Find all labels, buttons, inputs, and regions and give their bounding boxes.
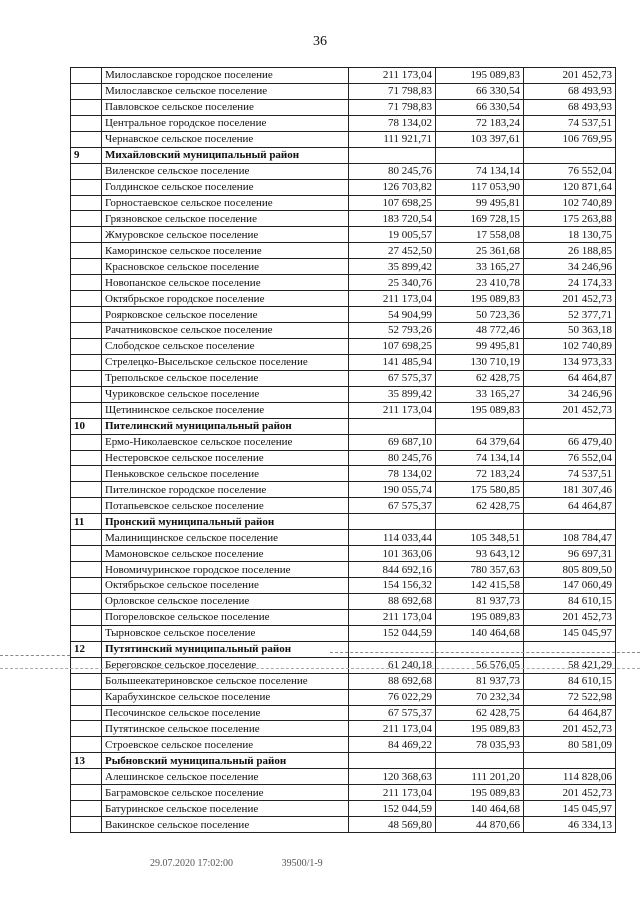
row-number: 12 (71, 641, 102, 657)
settlement-name: Потапьевское сельское поселение (102, 498, 349, 514)
value-col-2: 111 201,20 (436, 769, 524, 785)
value-col-1: 211 173,04 (349, 402, 436, 418)
settlement-name: Милославское городское поселение (102, 68, 349, 84)
budget-table (70, 67, 616, 833)
row-number (71, 673, 102, 689)
row-number (71, 625, 102, 641)
settlement-name: Виленское сельское поселение (102, 163, 349, 179)
scan-artifact-line (0, 655, 70, 656)
value-col-2: 62 428,75 (436, 370, 524, 386)
value-col-3: 145 045,97 (524, 801, 616, 817)
value-col-2: 48 772,46 (436, 323, 524, 339)
value-col-1 (349, 147, 436, 163)
value-col-2: 23 410,78 (436, 275, 524, 291)
row-number (71, 163, 102, 179)
settlement-name: Ермо-Николаевское сельское поселение (102, 434, 349, 450)
value-col-1: 152 044,59 (349, 625, 436, 641)
value-col-3: 26 188,85 (524, 243, 616, 259)
district-row (71, 641, 616, 657)
district-row (71, 514, 616, 530)
table-row (71, 482, 616, 498)
value-col-3: 64 464,87 (524, 370, 616, 386)
value-col-3: 24 174,33 (524, 275, 616, 291)
value-col-1 (349, 641, 436, 657)
footer-doc-id: 39500/1-9 (281, 858, 323, 869)
value-col-3 (524, 753, 616, 769)
value-col-2: 56 576,05 (436, 657, 524, 673)
settlement-name: Пителинский муниципальный район (102, 418, 349, 434)
table-row (71, 354, 616, 370)
value-col-1 (349, 418, 436, 434)
row-number (71, 338, 102, 354)
row-number (71, 562, 102, 578)
value-col-3: 18 130,75 (524, 227, 616, 243)
table-row (71, 593, 616, 609)
value-col-3: 201 452,73 (524, 68, 616, 84)
value-col-1: 76 022,29 (349, 689, 436, 705)
table-row (71, 562, 616, 578)
table-row (71, 131, 616, 147)
row-number (71, 482, 102, 498)
settlement-name: Михайловский муниципальный район (102, 147, 349, 163)
value-col-2: 195 089,83 (436, 609, 524, 625)
value-col-1: 141 485,94 (349, 354, 436, 370)
row-number (71, 721, 102, 737)
table-row (71, 434, 616, 450)
value-col-2: 44 870,66 (436, 817, 524, 833)
page-number: 36 (313, 34, 327, 49)
table-row (71, 705, 616, 721)
value-col-2: 103 397,61 (436, 131, 524, 147)
value-col-1: 107 698,25 (349, 195, 436, 211)
value-col-1: 114 033,44 (349, 530, 436, 546)
value-col-1: 67 575,37 (349, 370, 436, 386)
table-row (71, 673, 616, 689)
settlement-name: Трепольское сельское поселение (102, 370, 349, 386)
row-number (71, 466, 102, 482)
value-col-2: 74 134,14 (436, 163, 524, 179)
value-col-3: 66 479,40 (524, 434, 616, 450)
table-row (71, 275, 616, 291)
row-number (71, 370, 102, 386)
table-row (71, 291, 616, 307)
value-col-2: 74 134,14 (436, 450, 524, 466)
table-row (71, 99, 616, 115)
value-col-3: 181 307,46 (524, 482, 616, 498)
value-col-1: 27 452,50 (349, 243, 436, 259)
value-col-2: 105 348,51 (436, 530, 524, 546)
settlement-name: Горностаевское сельское поселение (102, 195, 349, 211)
value-col-2: 99 495,81 (436, 338, 524, 354)
value-col-1: 78 134,02 (349, 466, 436, 482)
value-col-3: 96 697,31 (524, 546, 616, 562)
value-col-3: 64 464,87 (524, 498, 616, 514)
value-col-3: 805 809,50 (524, 562, 616, 578)
settlement-name: Голдинское сельское поселение (102, 179, 349, 195)
value-col-2: 175 580,85 (436, 482, 524, 498)
value-col-3: 76 552,04 (524, 163, 616, 179)
value-col-3: 175 263,88 (524, 211, 616, 227)
settlement-name: Стрелецко-Высельское сельское поселение (102, 354, 349, 370)
settlement-name: Пеньковское сельское поселение (102, 466, 349, 482)
value-col-3: 68 493,93 (524, 83, 616, 99)
value-col-3: 74 537,51 (524, 466, 616, 482)
settlement-name: Вакинское сельское поселение (102, 817, 349, 833)
value-col-1: 120 368,63 (349, 769, 436, 785)
value-col-1: 190 055,74 (349, 482, 436, 498)
scan-artifact-line (0, 668, 640, 669)
row-number (71, 68, 102, 84)
value-col-3: 147 060,49 (524, 578, 616, 594)
table-row (71, 769, 616, 785)
value-col-3: 58 421,29 (524, 657, 616, 673)
row-number (71, 546, 102, 562)
settlement-name: Береговское сельское поселение (102, 657, 349, 673)
value-col-3: 114 828,06 (524, 769, 616, 785)
settlement-name: Погореловское сельское поселение (102, 609, 349, 625)
settlement-name: Большеекатериновское сельское поселение (102, 673, 349, 689)
table-row (71, 323, 616, 339)
district-row (71, 418, 616, 434)
row-number (71, 307, 102, 323)
value-col-1: 48 569,80 (349, 817, 436, 833)
value-col-2: 72 183,24 (436, 466, 524, 482)
value-col-1: 84 469,22 (349, 737, 436, 753)
settlement-name: Слободское сельское поселение (102, 338, 349, 354)
row-number (71, 195, 102, 211)
value-col-2: 33 165,27 (436, 386, 524, 402)
settlement-name: Щетининское сельское поселение (102, 402, 349, 418)
settlement-name: Баграмовское сельское поселение (102, 785, 349, 801)
value-col-1: 25 340,76 (349, 275, 436, 291)
value-col-3: 72 522,98 (524, 689, 616, 705)
table-row (71, 163, 616, 179)
district-row (71, 753, 616, 769)
value-col-1: 35 899,42 (349, 259, 436, 275)
row-number (71, 83, 102, 99)
value-col-1: 80 245,76 (349, 450, 436, 466)
settlement-name: Рыбновский муниципальный район (102, 753, 349, 769)
value-col-2: 195 089,83 (436, 721, 524, 737)
row-number (71, 354, 102, 370)
row-number (71, 530, 102, 546)
row-number (71, 657, 102, 673)
settlement-name: Рачатниковское сельское поселение (102, 323, 349, 339)
value-col-1: 19 005,57 (349, 227, 436, 243)
row-number: 10 (71, 418, 102, 434)
settlement-name: Грязновское сельское поселение (102, 211, 349, 227)
value-col-1: 183 720,54 (349, 211, 436, 227)
table-row (71, 737, 616, 753)
settlement-name: Красновское сельское поселение (102, 259, 349, 275)
value-col-3: 134 973,33 (524, 354, 616, 370)
value-col-3 (524, 147, 616, 163)
settlement-name: Пронский муниципальный район (102, 514, 349, 530)
value-col-2: 70 232,34 (436, 689, 524, 705)
settlement-name: Октябрьское сельское поселение (102, 578, 349, 594)
row-number (71, 769, 102, 785)
value-col-3: 68 493,93 (524, 99, 616, 115)
value-col-1 (349, 514, 436, 530)
value-col-3: 201 452,73 (524, 291, 616, 307)
settlement-name: Чуриковское сельское поселение (102, 386, 349, 402)
settlement-name: Октябрьское городское поселение (102, 291, 349, 307)
value-col-1: 35 899,42 (349, 386, 436, 402)
table-body (71, 68, 616, 833)
settlement-name: Малинищинское сельское поселение (102, 530, 349, 546)
value-col-1 (349, 753, 436, 769)
row-number (71, 131, 102, 147)
value-col-1: 67 575,37 (349, 498, 436, 514)
value-col-1: 211 173,04 (349, 291, 436, 307)
table-row (71, 689, 616, 705)
settlement-name: Жмуровское сельское поселение (102, 227, 349, 243)
table-row (71, 801, 616, 817)
row-number (71, 434, 102, 450)
row-number (71, 801, 102, 817)
value-col-3: 201 452,73 (524, 721, 616, 737)
value-col-2: 142 415,58 (436, 578, 524, 594)
row-number (71, 243, 102, 259)
value-col-1: 211 173,04 (349, 68, 436, 84)
value-col-2 (436, 514, 524, 530)
value-col-2: 25 361,68 (436, 243, 524, 259)
settlement-name: Чернавское сельское поселение (102, 131, 349, 147)
value-col-3: 34 246,96 (524, 259, 616, 275)
row-number (71, 817, 102, 833)
value-col-3: 34 246,96 (524, 386, 616, 402)
settlement-name: Орловское сельское поселение (102, 593, 349, 609)
table-row (71, 466, 616, 482)
table-row (71, 657, 616, 673)
value-col-2: 140 464,68 (436, 801, 524, 817)
value-col-2: 62 428,75 (436, 705, 524, 721)
table-row (71, 68, 616, 84)
scan-artifact-line (330, 652, 640, 653)
row-number (71, 498, 102, 514)
table-row (71, 546, 616, 562)
settlement-name: Павловское сельское поселение (102, 99, 349, 115)
value-col-2: 64 379,64 (436, 434, 524, 450)
row-number (71, 705, 102, 721)
value-col-1: 71 798,83 (349, 83, 436, 99)
value-col-1: 69 687,10 (349, 434, 436, 450)
value-col-1: 71 798,83 (349, 99, 436, 115)
value-col-2: 81 937,73 (436, 673, 524, 689)
value-col-2: 50 723,36 (436, 307, 524, 323)
table-row (71, 307, 616, 323)
settlement-name: Карабухинское сельское поселение (102, 689, 349, 705)
settlement-name: Новопанское сельское поселение (102, 275, 349, 291)
settlement-name: Батуринское сельское поселение (102, 801, 349, 817)
value-col-3 (524, 418, 616, 434)
value-col-1: 88 692,68 (349, 673, 436, 689)
table-row (71, 498, 616, 514)
value-col-2: 195 089,83 (436, 402, 524, 418)
value-col-2: 195 089,83 (436, 68, 524, 84)
value-col-1: 844 692,16 (349, 562, 436, 578)
value-col-2: 66 330,54 (436, 83, 524, 99)
value-col-2: 99 495,81 (436, 195, 524, 211)
settlement-name: Poярковское сельское поселение (102, 307, 349, 323)
value-col-2: 140 464,68 (436, 625, 524, 641)
value-col-2: 195 089,83 (436, 785, 524, 801)
value-col-1: 152 044,59 (349, 801, 436, 817)
footer-timestamp: 29.07.2020 17:02:00 (150, 858, 234, 869)
value-col-2: 780 357,63 (436, 562, 524, 578)
table-row (71, 338, 616, 354)
table-row (71, 721, 616, 737)
table-row (71, 530, 616, 546)
table-row (71, 785, 616, 801)
value-col-3: 76 552,04 (524, 450, 616, 466)
value-col-1: 52 793,26 (349, 323, 436, 339)
value-col-1: 211 173,04 (349, 609, 436, 625)
value-col-2: 169 728,15 (436, 211, 524, 227)
value-col-1: 54 904,99 (349, 307, 436, 323)
settlement-name: Каморинское сельское поселение (102, 243, 349, 259)
table-row (71, 450, 616, 466)
value-col-3: 50 363,18 (524, 323, 616, 339)
settlement-name: Милославское сельское поселение (102, 83, 349, 99)
row-number (71, 785, 102, 801)
district-row (71, 147, 616, 163)
value-col-3: 108 784,47 (524, 530, 616, 546)
table-row (71, 817, 616, 833)
row-number (71, 259, 102, 275)
settlement-name: Строевское сельское поселение (102, 737, 349, 753)
settlement-name: Мамоновское сельское поселение (102, 546, 349, 562)
value-col-1: 211 173,04 (349, 785, 436, 801)
value-col-2: 117 053,90 (436, 179, 524, 195)
table-row (71, 243, 616, 259)
row-number (71, 99, 102, 115)
value-col-2: 93 643,12 (436, 546, 524, 562)
value-col-2: 81 937,73 (436, 593, 524, 609)
value-col-2 (436, 753, 524, 769)
row-number (71, 211, 102, 227)
value-col-3: 120 871,64 (524, 179, 616, 195)
value-col-3: 201 452,73 (524, 609, 616, 625)
value-col-3 (524, 641, 616, 657)
table-row (71, 115, 616, 131)
row-number (71, 323, 102, 339)
value-col-3: 80 581,09 (524, 737, 616, 753)
value-col-1: 67 575,37 (349, 705, 436, 721)
settlement-name: Тырновское сельское поселение (102, 625, 349, 641)
value-col-3: 201 452,73 (524, 785, 616, 801)
row-number (71, 450, 102, 466)
table-row (71, 625, 616, 641)
value-col-2 (436, 147, 524, 163)
value-col-2: 33 165,27 (436, 259, 524, 275)
value-col-1: 126 703,82 (349, 179, 436, 195)
value-col-2 (436, 418, 524, 434)
value-col-3: 84 610,15 (524, 673, 616, 689)
settlement-name: Путятинское сельское поселение (102, 721, 349, 737)
value-col-2: 78 035,93 (436, 737, 524, 753)
row-number: 11 (71, 514, 102, 530)
table-row (71, 386, 616, 402)
value-col-1: 88 692,68 (349, 593, 436, 609)
value-col-1: 211 173,04 (349, 721, 436, 737)
settlement-name: Пителинское городское поселение (102, 482, 349, 498)
row-number (71, 275, 102, 291)
table-row (71, 402, 616, 418)
value-col-3: 84 610,15 (524, 593, 616, 609)
value-col-1: 107 698,25 (349, 338, 436, 354)
value-col-3: 145 045,97 (524, 625, 616, 641)
value-col-3: 102 740,89 (524, 338, 616, 354)
table-row (71, 259, 616, 275)
table-row (71, 211, 616, 227)
value-col-1: 80 245,76 (349, 163, 436, 179)
value-col-2: 195 089,83 (436, 291, 524, 307)
value-col-2: 62 428,75 (436, 498, 524, 514)
row-number (71, 593, 102, 609)
value-col-2: 66 330,54 (436, 99, 524, 115)
row-number (71, 386, 102, 402)
value-col-2 (436, 641, 524, 657)
row-number (71, 402, 102, 418)
value-col-2: 17 558,08 (436, 227, 524, 243)
table-row (71, 195, 616, 211)
row-number (71, 179, 102, 195)
row-number (71, 115, 102, 131)
table-row (71, 227, 616, 243)
table-row (71, 609, 616, 625)
row-number (71, 291, 102, 307)
value-col-3: 74 537,51 (524, 115, 616, 131)
value-col-2: 72 183,24 (436, 115, 524, 131)
settlement-name: Новомичуринское городское поселение (102, 562, 349, 578)
value-col-2: 130 710,19 (436, 354, 524, 370)
value-col-3: 102 740,89 (524, 195, 616, 211)
row-number: 9 (71, 147, 102, 163)
value-col-1: 101 363,06 (349, 546, 436, 562)
settlement-name: Путятинский муниципальный район (102, 641, 349, 657)
row-number (71, 737, 102, 753)
table-row (71, 179, 616, 195)
value-col-3: 106 769,95 (524, 131, 616, 147)
value-col-1: 61 240,18 (349, 657, 436, 673)
table-row (71, 370, 616, 386)
row-number (71, 578, 102, 594)
document-footer (150, 858, 369, 869)
row-number (71, 609, 102, 625)
settlement-name: Центральное городское поселение (102, 115, 349, 131)
table-row (71, 83, 616, 99)
row-number (71, 227, 102, 243)
value-col-1: 154 156,32 (349, 578, 436, 594)
table-row (71, 578, 616, 594)
value-col-3: 46 334,13 (524, 817, 616, 833)
value-col-1: 111 921,71 (349, 131, 436, 147)
row-number: 13 (71, 753, 102, 769)
value-col-3: 64 464,87 (524, 705, 616, 721)
settlement-name: Нестеровское сельское поселение (102, 450, 349, 466)
settlement-name: Алешинское сельское поселение (102, 769, 349, 785)
value-col-3: 52 377,71 (524, 307, 616, 323)
settlement-name: Песочинское сельское поселение (102, 705, 349, 721)
value-col-3: 201 452,73 (524, 402, 616, 418)
value-col-1: 78 134,02 (349, 115, 436, 131)
value-col-3 (524, 514, 616, 530)
row-number (71, 689, 102, 705)
